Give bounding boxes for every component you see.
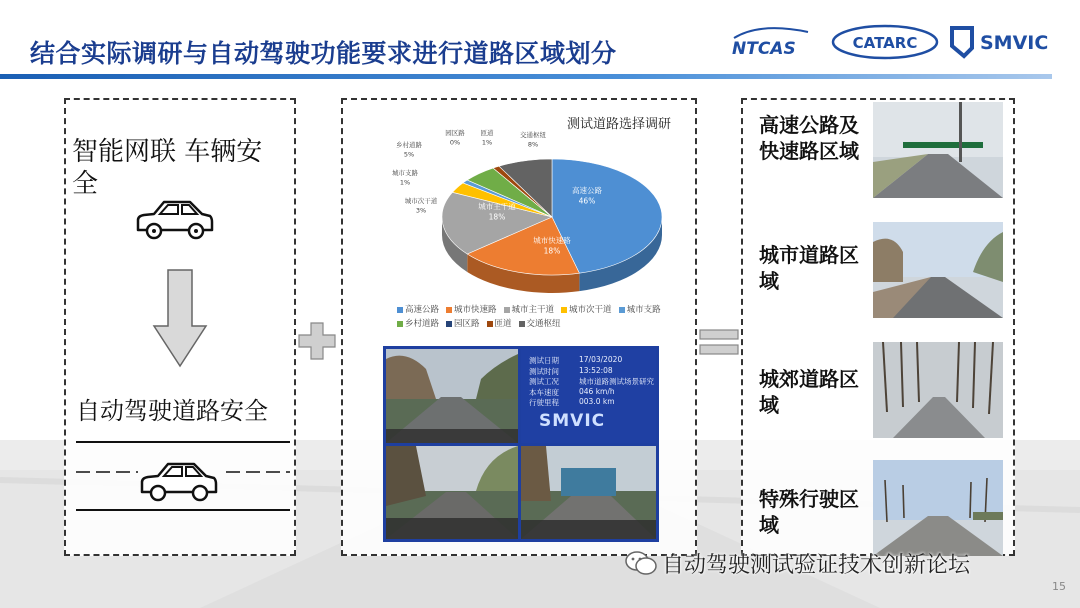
legend-item bbox=[519, 317, 561, 331]
pie-slice-value: 1% bbox=[399, 178, 411, 187]
road-safety-text: 自动驾驶道路安全 bbox=[76, 397, 268, 425]
urban-road-photo bbox=[873, 222, 1003, 318]
legend-swatch bbox=[504, 307, 510, 313]
legend-label: 城市支路 bbox=[626, 305, 661, 315]
dashcam-panel bbox=[383, 346, 659, 542]
pie-slice-value: 18% bbox=[488, 212, 506, 222]
legend-label: 城市快速路 bbox=[454, 305, 497, 315]
legend-swatch bbox=[397, 321, 403, 327]
road-lane-illustration bbox=[76, 438, 290, 518]
pie-slice-label: 园区路 bbox=[445, 129, 465, 137]
vehicle-safety-text: 智能网联 车辆安全 bbox=[72, 137, 263, 199]
survey-panel bbox=[341, 98, 697, 556]
pie-slice-value: 5% bbox=[403, 150, 415, 159]
legend-swatch bbox=[487, 321, 493, 327]
legend-label: 园区路 bbox=[454, 319, 480, 329]
telemetry-value: 13:52:08 bbox=[579, 365, 613, 375]
region-label-suburban: 城郊道路区域 bbox=[759, 367, 859, 417]
telemetry-value: 城市道路测试场景研究 bbox=[579, 377, 654, 386]
slide-title: 结合实际调研与自动驾驶功能要求进行道路区域划分 bbox=[30, 39, 617, 68]
legend-swatch bbox=[446, 321, 452, 327]
pie-slice-label: 城市主干道 bbox=[478, 202, 516, 211]
special-road-photo bbox=[873, 460, 1003, 556]
catarc-logo bbox=[830, 24, 940, 60]
chart-title: 测试道路选择调研 bbox=[567, 117, 672, 132]
pie-slice-value: 46% bbox=[578, 196, 596, 206]
wechat-icon bbox=[624, 549, 658, 577]
pie-slice-label: 高速公路 bbox=[572, 186, 602, 195]
catarc-logo-text: CATARC bbox=[852, 34, 918, 52]
telemetry-value: 17/03/2020 bbox=[579, 355, 623, 364]
legend-label: 城市次干道 bbox=[569, 305, 612, 315]
legend-swatch bbox=[519, 321, 525, 327]
legend-swatch bbox=[446, 307, 452, 313]
equals-icon bbox=[698, 328, 740, 356]
telemetry-label: 测试时间 bbox=[529, 366, 559, 376]
legend-item bbox=[504, 303, 555, 317]
telemetry-overlay bbox=[521, 349, 656, 443]
legend-label: 城市主干道 bbox=[511, 305, 555, 315]
legend-item bbox=[446, 317, 480, 331]
ntcas-logo bbox=[730, 24, 820, 60]
legend-label: 匝道 bbox=[494, 319, 512, 329]
pie-slice-value: 18% bbox=[543, 246, 561, 256]
telemetry-label: 本车速度 bbox=[529, 387, 559, 397]
road-survey-chart bbox=[357, 105, 687, 335]
legend-item bbox=[619, 303, 661, 317]
legend-swatch bbox=[397, 307, 403, 313]
pie-slice-value: 1% bbox=[481, 138, 493, 147]
car-icon bbox=[142, 464, 216, 500]
telemetry-value: 046 km/h bbox=[579, 386, 615, 396]
pie-chart bbox=[357, 105, 687, 335]
telemetry-label: 测试工况 bbox=[529, 377, 559, 386]
front-camera-view bbox=[386, 349, 518, 443]
pie-slice-value: 0% bbox=[449, 138, 461, 147]
road-regions-panel bbox=[741, 98, 1015, 556]
pie-slice-label: 城市快速路 bbox=[533, 236, 571, 245]
telemetry-label: 行驶里程 bbox=[529, 398, 559, 407]
pie-slice-label: 城市支路 bbox=[392, 169, 418, 177]
pie-slice-value: 8% bbox=[527, 140, 539, 149]
region-label-highway: 高速公路及快速路区域 bbox=[759, 113, 859, 163]
suburban-road-photo bbox=[873, 342, 1003, 438]
legend-item bbox=[487, 317, 512, 331]
left-camera-view bbox=[386, 446, 518, 539]
region-label-urban: 城市道路区域 bbox=[759, 243, 859, 293]
telemetry-label: 测试日期 bbox=[529, 356, 559, 365]
title-underline bbox=[0, 74, 1052, 79]
legend-label: 高速公路 bbox=[405, 305, 440, 315]
logo-bar bbox=[730, 22, 1060, 62]
dashcam-brand: SMVIC bbox=[539, 411, 606, 431]
legend-item bbox=[397, 317, 439, 331]
region-label-special: 特殊行驶区域 bbox=[759, 487, 859, 537]
car-icon bbox=[132, 196, 216, 242]
legend-swatch bbox=[619, 307, 625, 313]
legend-item bbox=[446, 303, 497, 317]
chart-legend bbox=[397, 303, 687, 331]
telemetry-value: 003.0 km bbox=[579, 397, 615, 406]
legend-item bbox=[561, 303, 612, 317]
smvic-logo bbox=[948, 22, 1060, 62]
pie-slice-label: 乡村道路 bbox=[396, 141, 422, 149]
ntcas-logo-text: NTCAS bbox=[732, 39, 796, 59]
vehicle-safety-panel bbox=[64, 98, 296, 556]
legend-label: 乡村道路 bbox=[405, 319, 440, 329]
down-arrow-icon bbox=[152, 268, 208, 368]
plus-icon bbox=[297, 321, 337, 361]
pie-slice-label: 交通枢纽 bbox=[520, 131, 546, 139]
pie-slice-label: 匝道 bbox=[480, 129, 494, 137]
highway-photo bbox=[873, 102, 1003, 198]
legend-label: 交通枢纽 bbox=[526, 319, 561, 329]
smvic-logo-text: SMVIC bbox=[980, 32, 1049, 54]
right-camera-view bbox=[521, 446, 656, 539]
page-number: 15 bbox=[1052, 580, 1066, 593]
legend-swatch bbox=[561, 307, 567, 313]
watermark-text: 自动驾驶测试验证技术创新论坛 bbox=[662, 553, 971, 578]
legend-item bbox=[397, 303, 439, 317]
pie-slice-label: 城市次干道 bbox=[404, 197, 438, 205]
pie-slice-value: 3% bbox=[415, 206, 427, 215]
